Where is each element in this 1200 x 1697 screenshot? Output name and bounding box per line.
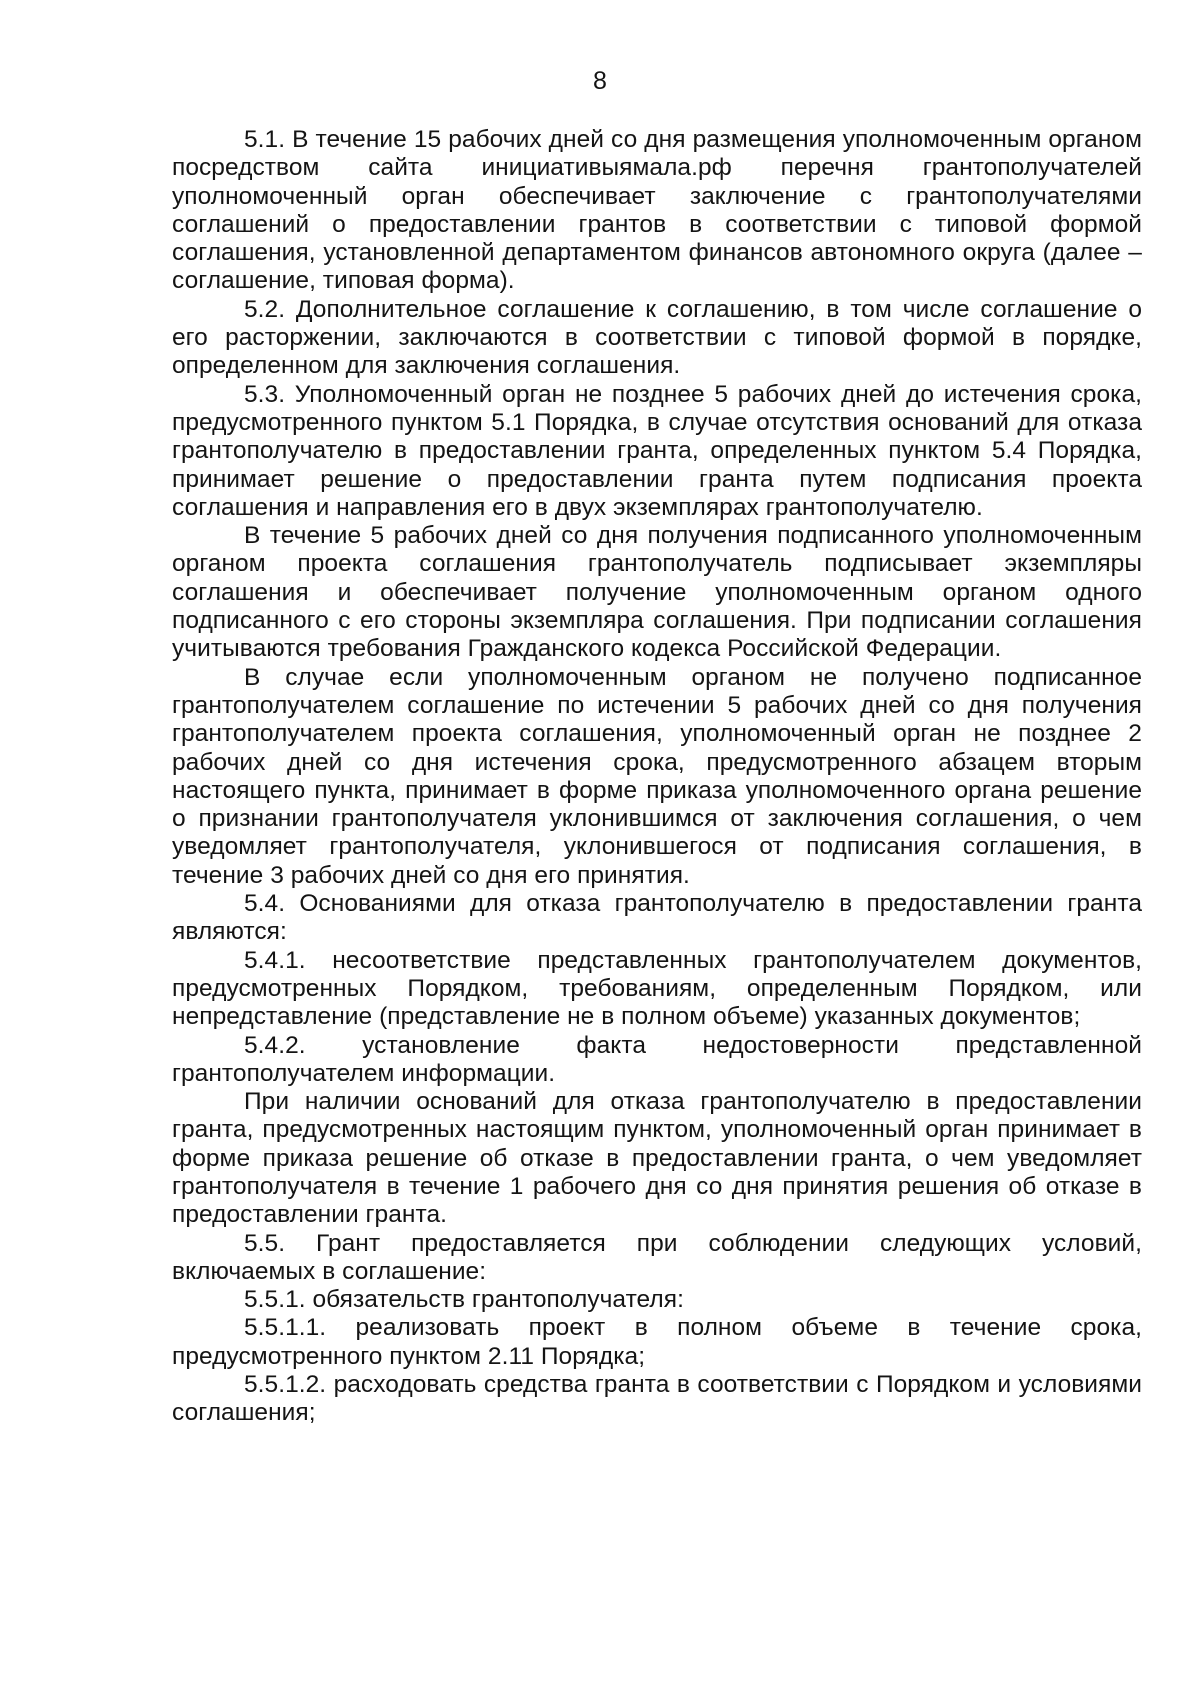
paragraph-5-3: 5.3. Уполномоченный орган не позднее 5 рабочих дней до истечения срока, предусмотренного пунктом 5.1 Порядка, в случае отсутствия оснований для отказа грантополучателю в предоставлении гранта, определенных пунктом 5.4 Порядка, принимает решение о предоставлении гранта путем подписания проекта соглашения и направления его в двух экземплярах грантополучателю. bbox=[172, 380, 1142, 521]
paragraph-5-3-third: В случае если уполномоченным органом не получено подписанное грантополучателем соглашение по истечении 5 рабочих дней со дня получения грантополучателем проекта соглашения, уполномоченный орган не позднее 2 рабочих дней со дня истечения срока, предусмотренного абзацем вторым настоящего пункта, принимает в форме приказа уполномоченного органа решение о признании грантополучателя уклонившимся от заключения соглашения, о чем уведомляет грантополучателя, уклонившегося от подписания соглашения, в течение 3 рабочих дней со дня его принятия. bbox=[172, 663, 1142, 889]
paragraph-5-4-2: 5.4.2. установление факта недостоверности представленной грантополучателем информации. bbox=[172, 1031, 1142, 1087]
document-body bbox=[172, 126, 1142, 1428]
paragraph-5-4-refusal: При наличии оснований для отказа грантополучателю в предоставлении гранта, предусмотренных настоящим пунктом, уполномоченный орган принимает в форме приказа решение об отказе в предоставлении гранта, о чем уведомляет грантополучателя в течение 1 рабочего дня со дня принятия решения об отказе в предоставлении гранта. bbox=[172, 1088, 1142, 1229]
paragraph-5-5-1-2: 5.5.1.2. расходовать средства гранта в соответствии с Порядком и условиями соглашения; bbox=[172, 1371, 1142, 1427]
paragraph-5-5: 5.5. Грант предоставляется при соблюдении следующих условий, включаемых в соглашение: bbox=[172, 1229, 1142, 1285]
paragraph-5-4: 5.4. Основаниями для отказа грантополучателю в предоставлении гранта являются: bbox=[172, 890, 1142, 946]
paragraph-5-3-second: В течение 5 рабочих дней со дня получения подписанного уполномоченным органом проекта соглашения грантополучатель подписывает экземпляры соглашения и обеспечивает получение уполномоченным органом одного подписанного с его стороны экземпляра соглашения. При подписании соглашения учитываются требования Гражданского кодекса Российской Федерации. bbox=[172, 522, 1142, 663]
paragraph-5-2: 5.2. Дополнительное соглашение к соглашению, в том числе соглашение о его расторжении, заключаются в соответствии с типовой формой в порядке, определенном для заключения соглашения. bbox=[172, 295, 1142, 380]
paragraph-5-4-1: 5.4.1. несоответствие представленных грантополучателем документов, предусмотренных Порядком, требованиям, определенным Порядком, или непредставление (представление не в полном объеме) указанных документов; bbox=[172, 946, 1142, 1031]
paragraph-5-5-1: 5.5.1. обязательств грантополучателя: bbox=[244, 1286, 684, 1314]
paragraph-5-1: 5.1. В течение 15 рабочих дней со дня размещения уполномоченным органом посредством сайта инициативыямала.рф перечня грантополучателей уполномоченный орган обеспечивает заключение с грантополучателями соглашений о предоставлении грантов в соответствии с типовой формой соглашения, установленной департаментом финансов автономного округа (далее – соглашение, типовая форма). bbox=[172, 126, 1142, 295]
page-number: 8 bbox=[593, 67, 607, 95]
paragraph-5-5-1-1: 5.5.1.1. реализовать проект в полном объеме в течение срока, предусмотренного пунктом 2.11 Порядка; bbox=[172, 1314, 1142, 1370]
